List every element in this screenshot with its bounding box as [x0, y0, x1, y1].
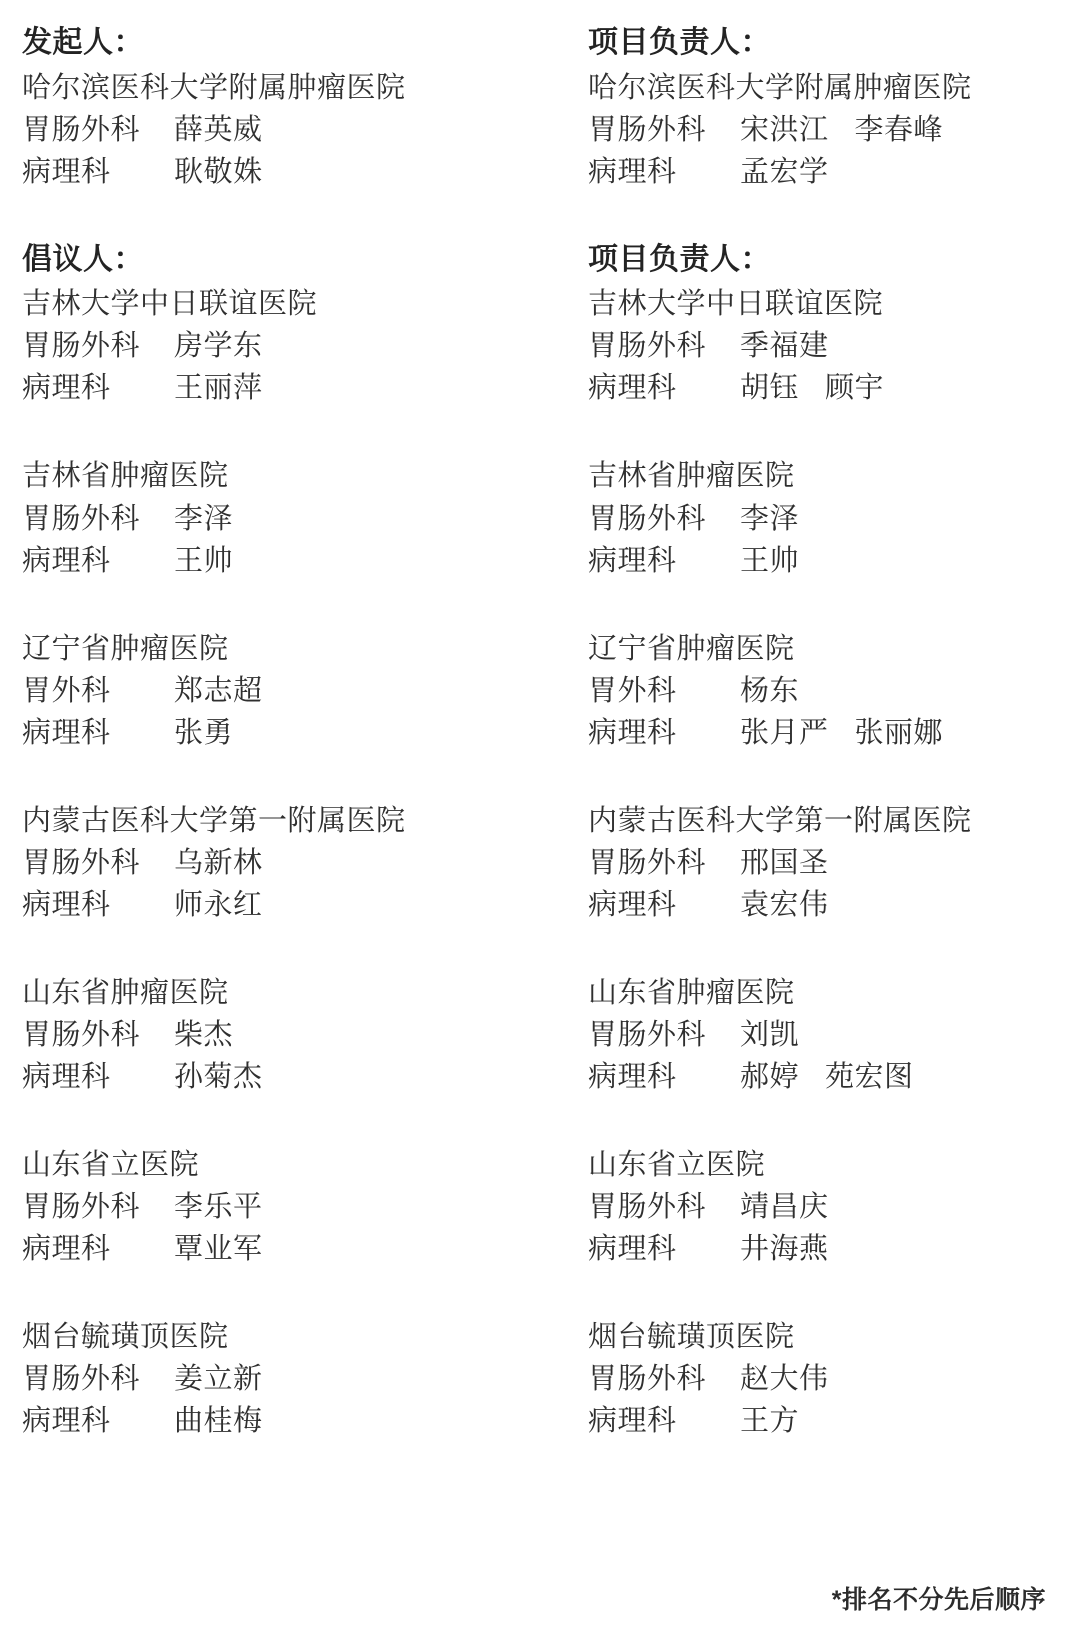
person-name: 顾宇 [825, 372, 885, 405]
department-label: 胃肠外科 [22, 113, 141, 146]
name-list [740, 151, 829, 193]
department-label: 病理科 [22, 372, 111, 405]
department-row [22, 1014, 538, 1056]
name-list [174, 1228, 263, 1270]
person-name: 王方 [740, 1405, 800, 1438]
name-list [740, 325, 829, 367]
person-name: 李泽 [740, 502, 800, 535]
institution-block [588, 800, 1054, 926]
department-label: 病理科 [588, 716, 677, 749]
department-row [588, 109, 1054, 151]
department-label: 胃肠外科 [588, 1191, 707, 1224]
institution-name: 烟台毓璜顶医院 [22, 1321, 229, 1354]
person-name: 靖昌庆 [740, 1191, 829, 1224]
department-label: 病理科 [22, 1060, 111, 1093]
department-row [588, 1056, 1054, 1098]
department-label: 病理科 [22, 155, 111, 188]
department-row [588, 1400, 1054, 1442]
two-column-layout [22, 22, 1054, 1442]
person-name: 苑宏图 [825, 1060, 914, 1093]
institution-block [588, 455, 1054, 581]
name-list [740, 540, 799, 582]
institution-block [22, 239, 538, 410]
person-name: 王帅 [740, 544, 800, 577]
institution-name: 辽宁省肿瘤医院 [588, 632, 795, 665]
person-name: 覃业军 [174, 1233, 263, 1266]
name-list [740, 498, 799, 540]
department-row [22, 498, 538, 540]
department-label: 胃肠外科 [588, 330, 707, 363]
footnote: *排名不分先后顺序 [831, 1586, 1046, 1614]
name-list [740, 842, 829, 884]
block-heading: 项目负责人： [588, 26, 771, 59]
department-row [588, 1228, 1054, 1270]
department-row [22, 670, 538, 712]
department-row [588, 540, 1054, 582]
department-row [22, 1056, 538, 1098]
department-row [22, 325, 538, 367]
institution-name: 山东省立医院 [22, 1149, 200, 1182]
person-name: 姜立新 [174, 1363, 263, 1396]
institution-name: 内蒙古医科大学第一附属医院 [22, 804, 406, 837]
person-name: 井海燕 [740, 1233, 829, 1266]
person-name: 孟宏学 [740, 155, 829, 188]
department-label: 胃肠外科 [22, 330, 141, 363]
person-name: 曲桂梅 [174, 1405, 263, 1438]
department-label: 病理科 [588, 544, 677, 577]
name-list [740, 109, 943, 151]
person-name: 师永红 [174, 888, 263, 921]
person-name: 房学东 [174, 330, 263, 363]
institution-block [22, 455, 538, 581]
department-label: 胃肠外科 [22, 1018, 141, 1051]
institution-name: 辽宁省肿瘤医院 [22, 632, 229, 665]
person-name: 刘凯 [740, 1018, 800, 1051]
institution-name: 吉林省肿瘤医院 [588, 460, 795, 493]
institution-name: 山东省立医院 [588, 1149, 766, 1182]
department-row [588, 498, 1054, 540]
department-row [22, 1186, 538, 1228]
block-heading: 倡议人： [22, 242, 144, 276]
department-row [588, 1014, 1054, 1056]
department-row [22, 1400, 538, 1442]
institution-block [588, 972, 1054, 1098]
department-row [588, 712, 1054, 754]
name-list [740, 367, 884, 409]
person-name: 邢国圣 [740, 846, 829, 879]
department-label: 病理科 [588, 1060, 677, 1093]
institution-name: 吉林大学中日联谊医院 [22, 288, 318, 321]
institution-name: 哈尔滨医科大学附属肿瘤医院 [588, 71, 972, 104]
name-list [174, 1056, 263, 1098]
institution-block [588, 239, 1054, 410]
department-row [22, 540, 538, 582]
name-list [174, 151, 263, 193]
department-row [588, 325, 1054, 367]
person-name: 季福建 [740, 330, 829, 363]
name-list [174, 1400, 263, 1442]
name-list [174, 540, 233, 582]
institution-name: 吉林大学中日联谊医院 [588, 288, 884, 321]
person-name: 郝婷 [740, 1060, 800, 1093]
institution-name: 山东省肿瘤医院 [588, 976, 795, 1009]
institution-name: 哈尔滨医科大学附属肿瘤医院 [22, 71, 406, 104]
name-list [740, 884, 829, 926]
person-name: 赵大伟 [740, 1363, 829, 1396]
department-label: 胃外科 [22, 674, 111, 707]
name-list [740, 712, 943, 754]
person-name: 杨东 [740, 674, 800, 707]
name-list [174, 1358, 263, 1400]
department-label: 病理科 [22, 716, 111, 749]
person-name: 李春峰 [854, 113, 944, 146]
department-row [588, 842, 1054, 884]
department-label: 病理科 [588, 372, 677, 405]
institution-name: 内蒙古医科大学第一附属医院 [588, 804, 972, 837]
department-row [588, 1186, 1054, 1228]
person-name: 王帅 [174, 544, 234, 577]
institution-name: 烟台毓璜顶医院 [588, 1321, 795, 1354]
person-name: 胡钰 [740, 372, 800, 405]
department-row [22, 109, 538, 151]
person-name: 张勇 [174, 716, 234, 749]
department-row [22, 367, 538, 409]
person-name: 柴杰 [174, 1018, 234, 1051]
department-row [22, 1358, 538, 1400]
department-label: 病理科 [22, 544, 111, 577]
institution-block [588, 628, 1054, 754]
department-row [588, 670, 1054, 712]
institution-block [22, 972, 538, 1098]
department-label: 胃外科 [588, 674, 677, 707]
person-name: 郑志超 [174, 674, 263, 707]
person-name: 乌新林 [174, 846, 263, 879]
name-list [174, 498, 233, 540]
department-row [588, 884, 1054, 926]
name-list [740, 1014, 799, 1056]
name-list [740, 1358, 829, 1400]
department-row [22, 1228, 538, 1270]
person-name: 袁宏伟 [740, 888, 829, 921]
block-heading: 项目负责人： [588, 242, 771, 276]
department-label: 胃肠外科 [22, 502, 141, 535]
department-label: 病理科 [588, 1405, 677, 1438]
department-row [22, 712, 538, 754]
department-label: 病理科 [588, 155, 677, 188]
department-label: 胃肠外科 [588, 113, 707, 146]
name-list [174, 884, 263, 926]
person-name: 张月严 [740, 716, 829, 749]
name-list [174, 670, 263, 712]
person-name: 李泽 [174, 502, 234, 535]
institution-block [588, 1316, 1054, 1442]
department-row [22, 884, 538, 926]
left-column [22, 22, 538, 1442]
institution-block [588, 22, 1054, 193]
institution-block [22, 628, 538, 754]
name-list [740, 1056, 914, 1098]
person-name: 宋洪江 [740, 113, 829, 146]
name-list [740, 1400, 799, 1442]
department-label: 病理科 [22, 1405, 111, 1438]
person-name: 孙菊杰 [174, 1060, 263, 1093]
department-row [588, 1358, 1054, 1400]
department-label: 病理科 [22, 888, 111, 921]
name-list [174, 842, 263, 884]
institution-name: 吉林省肿瘤医院 [22, 460, 229, 493]
name-list [174, 1186, 263, 1228]
person-name: 张丽娜 [854, 716, 944, 749]
name-list [740, 1186, 829, 1228]
institution-block [588, 1144, 1054, 1270]
person-name: 耿敬姝 [174, 155, 263, 188]
department-label: 病理科 [588, 1233, 677, 1266]
block-heading: 发起人： [22, 26, 144, 59]
department-row [22, 842, 538, 884]
department-label: 胃肠外科 [22, 846, 141, 879]
department-row [588, 151, 1054, 193]
name-list [740, 1228, 829, 1270]
department-label: 胃肠外科 [22, 1191, 141, 1224]
department-label: 病理科 [588, 888, 677, 921]
name-list [174, 367, 263, 409]
department-row [588, 367, 1054, 409]
department-row [22, 151, 538, 193]
department-label: 胃肠外科 [588, 1363, 707, 1396]
name-list [740, 670, 799, 712]
name-list [174, 109, 263, 151]
right-column [538, 22, 1054, 1442]
department-label: 胃肠外科 [588, 846, 707, 879]
department-label: 病理科 [22, 1233, 111, 1266]
department-label: 胃肠外科 [588, 502, 707, 535]
institution-block [22, 22, 538, 193]
institution-block [22, 800, 538, 926]
institution-name: 山东省肿瘤医院 [22, 976, 229, 1009]
department-label: 胃肠外科 [588, 1018, 707, 1051]
institution-block [22, 1144, 538, 1270]
person-name: 薛英威 [174, 113, 263, 146]
institution-block [22, 1316, 538, 1442]
name-list [174, 1014, 233, 1056]
department-label: 胃肠外科 [22, 1363, 141, 1396]
name-list [174, 325, 263, 367]
person-name: 王丽萍 [174, 372, 263, 405]
name-list [174, 712, 233, 754]
person-name: 李乐平 [174, 1191, 263, 1224]
